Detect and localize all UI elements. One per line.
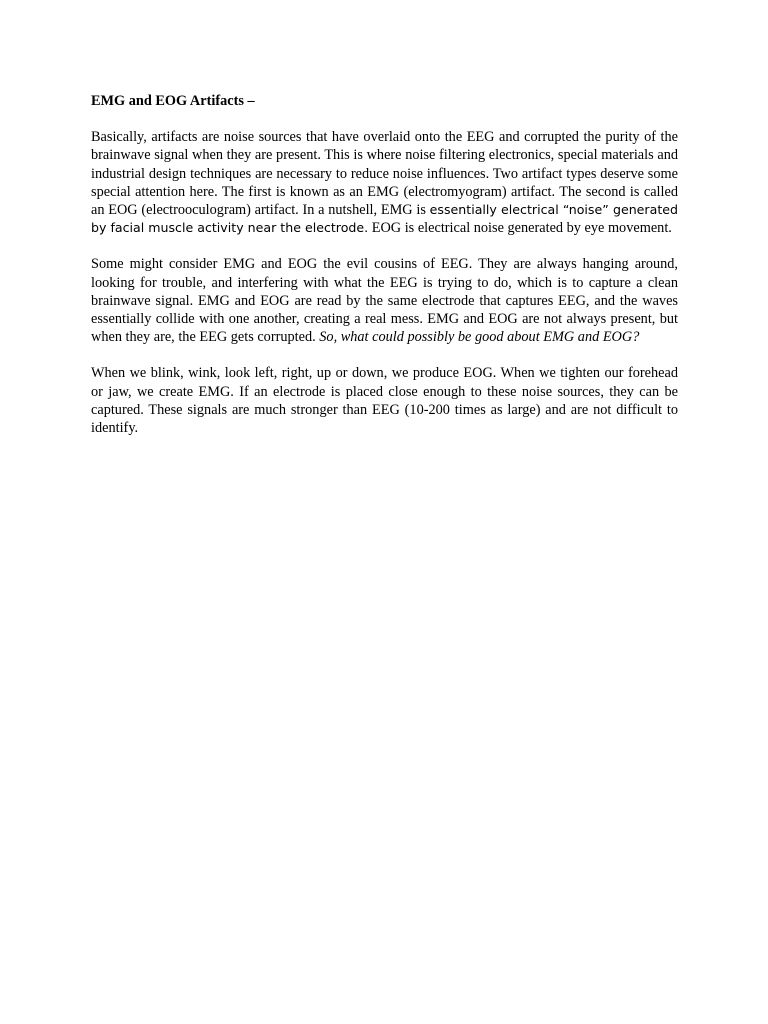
paragraph-2-text: Some might consider EMG and EOG the evil cousins of EEG. They are always hanging around, looking for trouble, and interfering with what the EEG is trying to do, which is to capture a clean brainwave signal. EMG and EOG are read by the same electrode that captures EEG, and the waves essentially collide with one another, creating a real mess. EMG and EOG are not always present, but when they are, the EEG gets corrupted. [91, 256, 678, 346]
paragraph-evil-cousins [91, 255, 678, 346]
paragraph-1-text: Basically, artifacts are noise sources that have overlaid onto the EEG and corrupted the purity of the brainwave signal when they are present. This is where noise filtering electronics, special materials and industrial design techniques are necessary to reduce noise influences. Two artifact types deserve some special attention here. The first is known as an EMG (electromyogram) artifact. The second is called an EOG (electrooculogram) artifact. In a nutshell, EMG is [91, 129, 678, 219]
document-page [91, 92, 678, 455]
paragraph-1-sans-run: essentially electrical “noise” generated by facial muscle activity near the electrode. [91, 202, 678, 236]
paragraph-1-text-end: EOG is electrical noise generated by eye movement. [368, 220, 672, 237]
paragraph-2-italic-question: So, what could possibly be good about EMG and EOG? [319, 329, 640, 346]
section-heading: EMG and EOG Artifacts – [91, 93, 255, 109]
paragraph-artifacts-intro [91, 128, 678, 237]
paragraph-eog-emg-production: When we blink, wink, look left, right, up or down, we produce EOG. When we tighten our forehead or jaw, we create EMG. If an electrode is placed close enough to these noise sources, they can be captured. These signals are much stronger than EEG (10-200 times as large) and are not difficult to identify. [91, 365, 678, 437]
